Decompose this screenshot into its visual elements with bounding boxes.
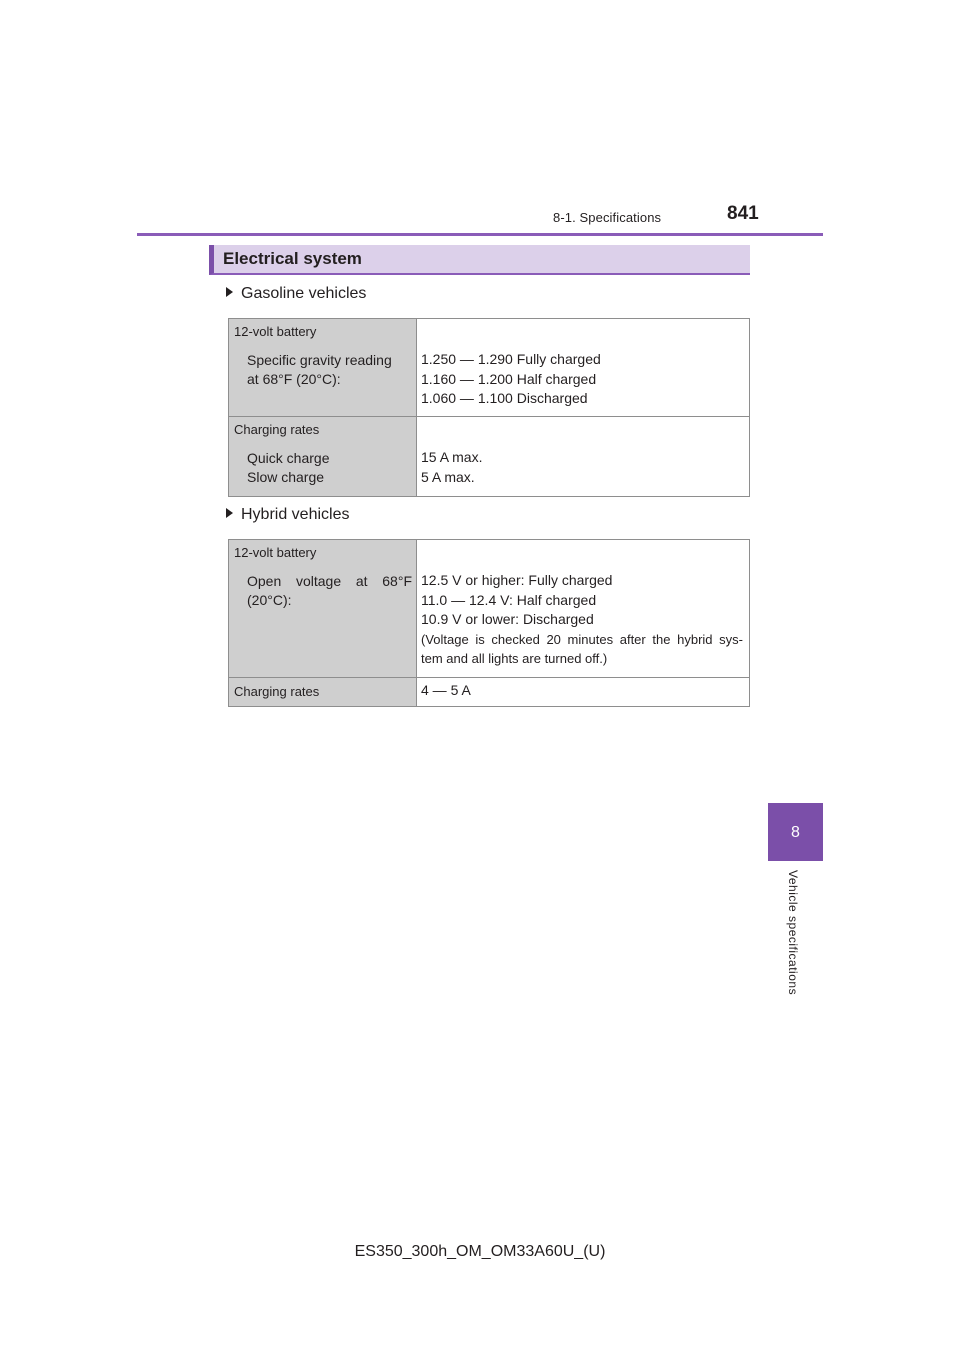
chapter-label-text: Vehicle specifications <box>786 870 800 996</box>
battery-label: 12-volt battery <box>234 545 317 560</box>
gasoline-heading <box>226 285 366 303</box>
open-voltage-label-line2: (20°C): <box>247 592 292 608</box>
section-heading-bar <box>209 245 750 275</box>
document-footer: ES350_300h_OM_OM33A60U_(U) <box>354 1243 606 1260</box>
spacer <box>421 322 743 350</box>
gravity-value-full: 1.250 — 1.290 Fully charged <box>421 351 601 367</box>
slow-charge-label: Slow charge <box>247 469 325 485</box>
charging-rates-value: 4 — 5 A <box>421 682 471 698</box>
hybrid-spec-table <box>228 539 750 707</box>
gravity-value-discharged: 1.060 — 1.100 Discharged <box>421 390 588 406</box>
table-row <box>229 417 750 497</box>
quick-charge-value: 15 A max. <box>421 449 483 465</box>
page-number: 841 <box>727 203 759 224</box>
table-row <box>229 678 750 707</box>
value-cell <box>417 417 750 497</box>
triangle-bullet-icon <box>226 287 233 297</box>
voltage-value-half: 11.0 — 12.4 V: Half charged <box>421 591 597 608</box>
voltage-value-full: 12.5 V or higher: Fully charged <box>421 572 613 588</box>
hybrid-heading-text: Hybrid vehicles <box>241 506 350 523</box>
gravity-label-line2: at 68°F (20°C): <box>247 371 341 387</box>
quick-charge-label: Quick charge <box>247 449 330 466</box>
charging-rates-label: Charging rates <box>234 422 320 437</box>
label-cell <box>229 678 417 707</box>
header-rule <box>137 233 823 236</box>
slow-charge-value: 5 A max. <box>421 468 475 485</box>
gasoline-heading-text: Gasoline vehicles <box>241 285 367 302</box>
section-heading: Electrical system <box>223 249 362 268</box>
charging-rates-label: Charging rates <box>234 684 320 699</box>
voltage-note-line2: tem and all lights are turned off.) <box>421 651 608 666</box>
gasoline-spec-table <box>228 318 750 497</box>
spacer <box>421 420 743 448</box>
chapter-tab[interactable]: 8 <box>768 803 823 861</box>
label-cell <box>229 319 417 417</box>
battery-label: 12-volt battery <box>234 324 317 339</box>
value-cell <box>417 678 750 707</box>
table-row <box>229 319 750 417</box>
value-cell <box>417 319 750 417</box>
gravity-label-line1: Specific gravity reading <box>247 351 392 368</box>
hybrid-heading <box>226 506 349 524</box>
voltage-value-discharged: 10.9 V or lower: Discharged <box>421 611 594 627</box>
label-cell <box>229 417 417 497</box>
chapter-label <box>786 870 806 1010</box>
spacer <box>421 543 743 571</box>
table-row <box>229 540 750 678</box>
triangle-bullet-icon <box>226 508 233 518</box>
open-voltage-label-line1: Open voltage at 68°F <box>247 572 412 589</box>
label-cell <box>229 540 417 678</box>
value-cell <box>417 540 750 678</box>
gravity-value-half: 1.160 — 1.200 Half charged <box>421 370 597 387</box>
voltage-note-line1: (Voltage is checked 20 minutes after the hybrid sys- <box>421 631 743 647</box>
section-title: 8-1. Specifications <box>553 210 662 225</box>
